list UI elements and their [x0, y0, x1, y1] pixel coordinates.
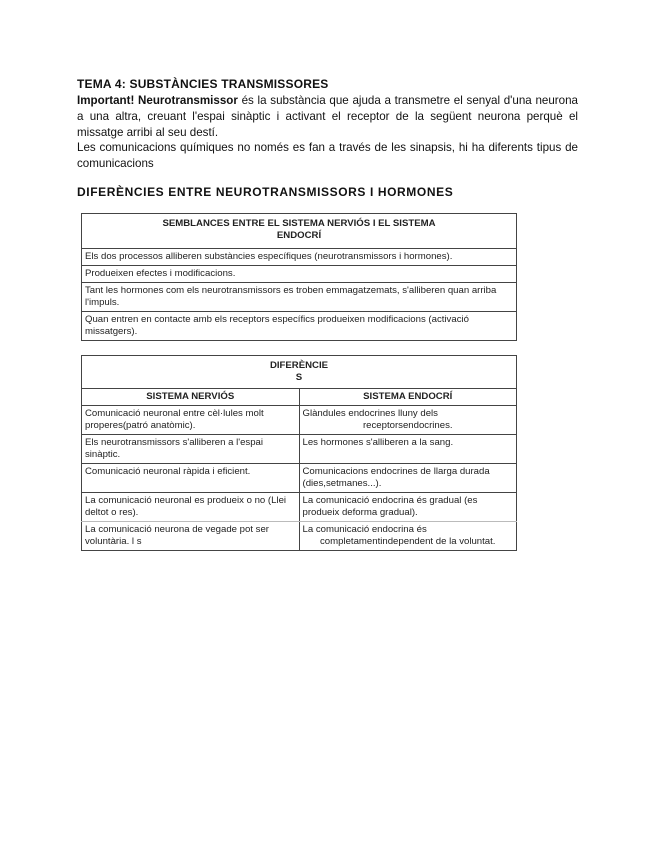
similarities-header-line1: SEMBLANCES ENTRE EL SISTEMA NERVIÓS I EL SISTEMA: [162, 218, 436, 229]
cell-endocrine-b: completamentindependent de la voluntat.: [320, 536, 496, 547]
differences-table: [81, 355, 517, 551]
table-row: Els dos processos alliberen substàncies específiques (neurotransmissors i hormones).: [82, 249, 517, 266]
cell-endocrine-a: La comunicació endocrina és: [302, 524, 427, 535]
table-row: [82, 406, 517, 435]
cell-nervous: La comunicació neurona de vegade pot ser voluntària. l s: [82, 522, 300, 551]
definition-term: Important! Neurotransmissor: [77, 94, 238, 107]
cell-nervous: Comunicació neuronal ràpida i eficient.: [82, 464, 300, 493]
section-title: DIFERÈNCIES ENTRE NEUROTRANSMISSORS I HORMONES: [77, 185, 454, 199]
similarities-header-line2: ENDOCRÍ: [276, 230, 322, 241]
table-row: Produeixen efectes i modificacions.: [82, 266, 517, 283]
cell-endocrine-b: receptorsendocrines.: [362, 420, 453, 431]
cell-endocrine: Comunicacions endocrines de llarga durada (dies,setmanes...).: [299, 464, 517, 493]
table-row: [82, 493, 517, 522]
table-row: Quan entren en contacte amb els receptors específics produeixen modificacions (activació missatgers).: [82, 312, 517, 341]
paragraph-communications: Les comunicacions químiques no només es fan a través de les sinapsis, hi ha diferents tipus de comunicacions: [77, 141, 578, 170]
similarities-table: [81, 213, 517, 341]
cell-nervous: Els neurotransmissors s'alliberen a l'espai sinàptic.: [82, 435, 300, 464]
cell-endocrine: Les hormones s'alliberen a la sang.: [299, 435, 517, 464]
table-row: Tant les hormones com els neurotransmissors es troben emmagatzemats, s'alliberen quan arriba l'impuls.: [82, 283, 517, 312]
differences-header: [82, 356, 517, 389]
differences-header-line2: S: [295, 372, 303, 383]
column-header-nervous: SISTEMA NERVIÓS: [82, 389, 300, 406]
paragraph-definition: [77, 93, 578, 141]
cell-endocrine-a: Glàndules endocrines lluny dels: [302, 408, 438, 419]
cell-nervous: Comunicació neuronal entre cèl·lules molt properes(patró anatòmic).: [82, 406, 300, 435]
cell-endocrine: La comunicació endocrina és gradual (es produeix deforma gradual).: [299, 493, 517, 522]
table-row: [82, 435, 517, 464]
table-row: [82, 464, 517, 493]
cell-endocrine: [299, 522, 517, 551]
cell-nervous: La comunicació neuronal es produeix o no (Llei deltot o res).: [82, 493, 300, 522]
document-title: TEMA 4: SUBSTÀNCIES TRANSMISSORES: [77, 77, 329, 91]
definition-text: és la substància que ajuda a transmetre el senyal d'una neurona a una altra, creuant l'espai sinàptic i activant el receptor de la següent neurona perquè el missatge arribi al seu destí.: [77, 94, 578, 139]
differences-header-line1: DIFERÈNCIE: [269, 360, 329, 371]
cell-endocrine: [299, 406, 517, 435]
table-row: [82, 522, 517, 551]
column-header-endocrine: SISTEMA ENDOCRÍ: [299, 389, 517, 406]
similarities-header: [82, 214, 517, 249]
